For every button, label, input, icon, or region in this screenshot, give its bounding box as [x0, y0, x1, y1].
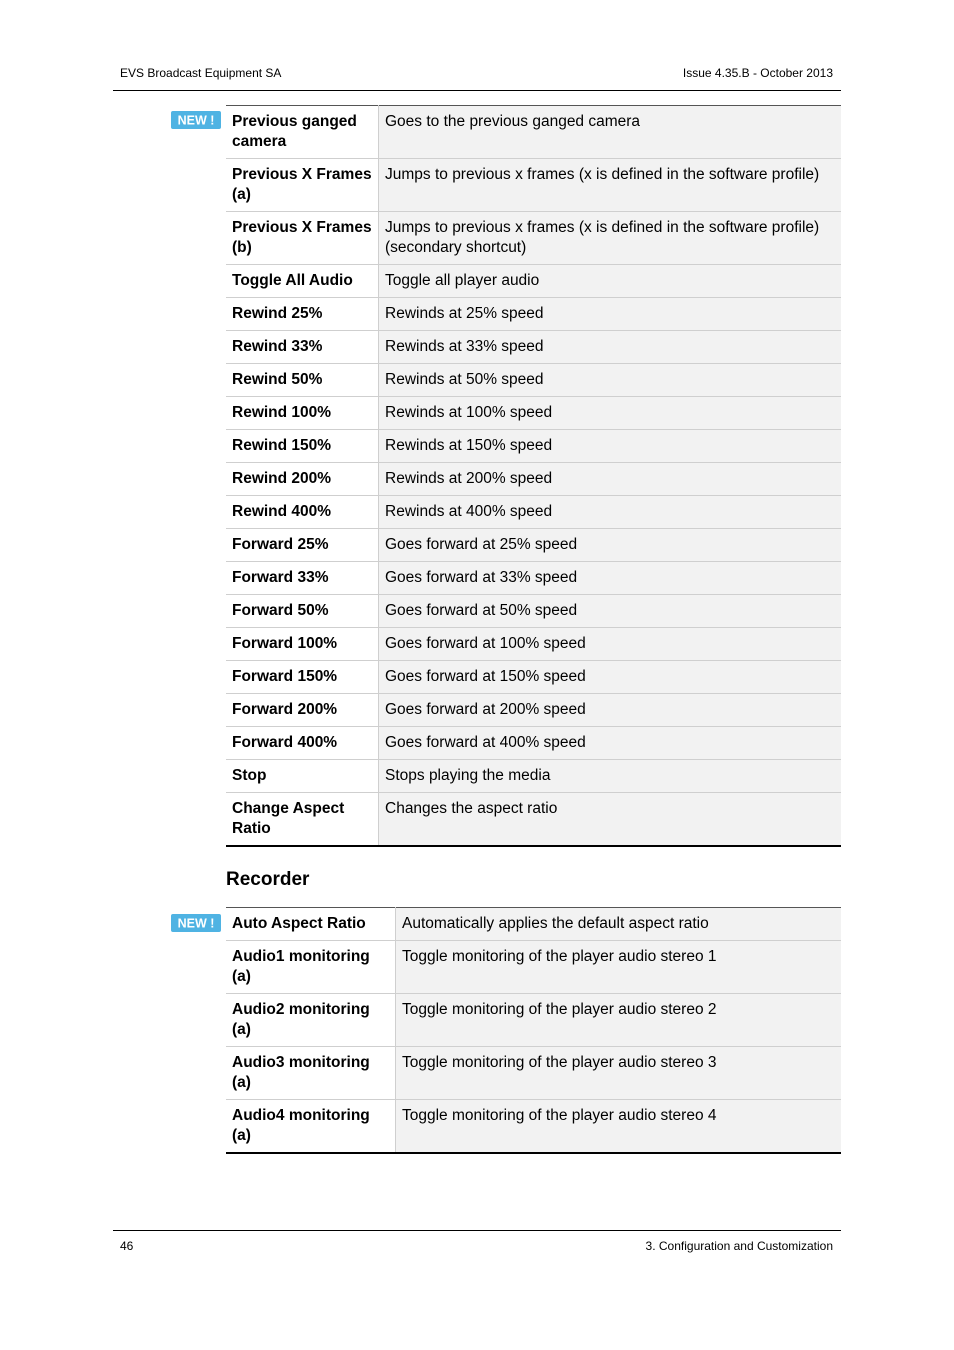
shortcut-name: Toggle All Audio — [226, 265, 379, 298]
shortcut-name: Audio2 monitoring (a) — [226, 994, 396, 1047]
table-row — [226, 595, 841, 628]
shortcut-description: Changes the aspect ratio — [379, 793, 842, 847]
shortcut-description: Rewinds at 150% speed — [379, 430, 842, 463]
player-shortcuts-table — [226, 105, 841, 847]
table-row — [226, 430, 841, 463]
header-issue: Issue 4.35.B - October 2013 — [682, 66, 833, 80]
table-row — [226, 661, 841, 694]
shortcut-name: Rewind 33% — [226, 331, 379, 364]
shortcut-description: Toggle monitoring of the player audio stereo 3 — [396, 1047, 842, 1100]
table-row — [226, 529, 841, 562]
shortcut-description: Toggle monitoring of the player audio stereo 4 — [396, 1100, 842, 1154]
shortcut-description: Rewinds at 200% speed — [379, 463, 842, 496]
table-row — [226, 159, 841, 212]
shortcut-name: Rewind 100% — [226, 397, 379, 430]
shortcut-description: Goes forward at 33% speed — [379, 562, 842, 595]
shortcut-description: Jumps to previous x frames (x is defined in the software profile) — [379, 159, 842, 212]
shortcut-description: Toggle monitoring of the player audio stereo 2 — [396, 994, 842, 1047]
shortcut-name: Forward 200% — [226, 694, 379, 727]
svg-text:NEW !: NEW ! — [177, 916, 215, 931]
shortcut-description: Goes to the previous ganged camera — [379, 106, 842, 159]
shortcut-name: Rewind 150% — [226, 430, 379, 463]
shortcut-name: Forward 400% — [226, 727, 379, 760]
shortcut-description: Rewinds at 25% speed — [379, 298, 842, 331]
table-row — [226, 562, 841, 595]
shortcut-name: Rewind 200% — [226, 463, 379, 496]
table-row — [226, 364, 841, 397]
table-row — [226, 298, 841, 331]
shortcut-description: Toggle monitoring of the player audio stereo 1 — [396, 941, 842, 994]
shortcut-name: Audio4 monitoring (a) — [226, 1100, 396, 1154]
page-header — [113, 66, 841, 91]
shortcut-description: Rewinds at 100% speed — [379, 397, 842, 430]
table-row — [226, 694, 841, 727]
shortcut-description: Goes forward at 25% speed — [379, 529, 842, 562]
shortcut-description: Goes forward at 100% speed — [379, 628, 842, 661]
table-row — [226, 908, 841, 941]
table-row — [226, 760, 841, 793]
table-row — [226, 628, 841, 661]
shortcut-description: Rewinds at 50% speed — [379, 364, 842, 397]
table-row — [226, 212, 841, 265]
section-title-recorder: Recorder — [226, 869, 310, 890]
shortcut-description: Rewinds at 400% speed — [379, 496, 842, 529]
shortcut-name: Stop — [226, 760, 379, 793]
table-row — [226, 941, 841, 994]
table-row — [226, 727, 841, 760]
table-row — [226, 496, 841, 529]
table-row — [226, 994, 841, 1047]
table-row — [226, 265, 841, 298]
new-badge-icon — [171, 914, 221, 932]
shortcut-description: Goes forward at 400% speed — [379, 727, 842, 760]
shortcut-description: Toggle all player audio — [379, 265, 842, 298]
shortcut-description: Jumps to previous x frames (x is defined in the software profile) (secondary shortcut) — [379, 212, 842, 265]
shortcut-description: Goes forward at 200% speed — [379, 694, 842, 727]
table-row — [226, 793, 841, 847]
table-row — [226, 1100, 841, 1154]
page-footer — [113, 1230, 841, 1253]
shortcut-name: Forward 100% — [226, 628, 379, 661]
shortcut-name: Rewind 25% — [226, 298, 379, 331]
chapter-title: 3. Configuration and Customization — [645, 1239, 833, 1253]
shortcut-name: Audio3 monitoring (a) — [226, 1047, 396, 1100]
shortcut-name: Auto Aspect Ratio — [226, 908, 396, 941]
shortcut-name: Rewind 50% — [226, 364, 379, 397]
shortcut-name: Forward 50% — [226, 595, 379, 628]
svg-text:NEW !: NEW ! — [177, 113, 215, 128]
shortcut-description: Goes forward at 150% speed — [379, 661, 842, 694]
shortcut-description: Automatically applies the default aspect ratio — [396, 908, 842, 941]
shortcut-description: Stops playing the media — [379, 760, 842, 793]
shortcut-name: Previous X Frames (a) — [226, 159, 379, 212]
shortcut-name: Change Aspect Ratio — [226, 793, 379, 847]
shortcut-description: Rewinds at 33% speed — [379, 331, 842, 364]
shortcut-name: Rewind 400% — [226, 496, 379, 529]
table-row — [226, 1047, 841, 1100]
recorder-shortcuts-table — [226, 907, 841, 1154]
header-company: EVS Broadcast Equipment SA — [120, 66, 282, 80]
shortcut-name: Forward 33% — [226, 562, 379, 595]
table-row — [226, 397, 841, 430]
shortcut-name: Forward 25% — [226, 529, 379, 562]
page-number: 46 — [120, 1239, 134, 1253]
table-row — [226, 331, 841, 364]
shortcut-name: Previous X Frames (b) — [226, 212, 379, 265]
shortcut-description: Goes forward at 50% speed — [379, 595, 842, 628]
shortcut-name: Previous ganged camera — [226, 106, 379, 159]
shortcut-name: Forward 150% — [226, 661, 379, 694]
new-badge-icon — [171, 111, 221, 129]
table-row — [226, 463, 841, 496]
shortcut-name: Audio1 monitoring (a) — [226, 941, 396, 994]
table-row — [226, 106, 841, 159]
